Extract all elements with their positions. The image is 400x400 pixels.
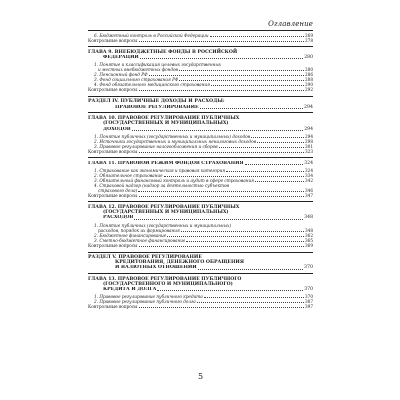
entry-page: 298 bbox=[305, 138, 313, 144]
header-rule bbox=[88, 30, 313, 31]
chapter-title-line: ДОХОДОВ bbox=[103, 126, 131, 132]
entry-page: 294 bbox=[305, 133, 313, 139]
entry-title: Контрольные вопросы bbox=[88, 87, 138, 93]
entry-title: 1. Понятие публичных (государственных и муниципальных) доходов bbox=[94, 133, 251, 139]
toc-page bbox=[88, 0, 313, 400]
entry-page: 369 bbox=[305, 242, 313, 248]
toc-entry[interactable] bbox=[88, 223, 313, 233]
toc-entry[interactable] bbox=[88, 149, 313, 154]
entry-title: 4. Фонд обязательного медицинского страхования bbox=[94, 82, 210, 88]
entry-title: и местных внебюджетных фондов bbox=[98, 67, 178, 73]
entry-title: Контрольные вопросы bbox=[88, 193, 138, 199]
entry-page: 370 bbox=[304, 287, 313, 293]
section-title-line: И ВАЛЮТНЫХ ОТНОШЕНИЙ bbox=[115, 265, 197, 271]
toc-list bbox=[88, 33, 313, 309]
section-title-line: РАЗДЕЛ V. ПРАВОВОЕ РЕГУЛИРОВАНИЕ bbox=[88, 254, 202, 260]
divider bbox=[88, 46, 313, 47]
entry-page: 294 bbox=[304, 104, 313, 110]
entry-page: 348 bbox=[304, 215, 313, 221]
toc-entry[interactable] bbox=[88, 304, 313, 309]
chapter-title-line: ГЛАВА 13. ПРАВОВОЕ РЕГУЛИРОВАНИЕ ПУБЛИЧНОГО bbox=[88, 276, 242, 282]
entry-page: 280 bbox=[305, 67, 313, 73]
entry-page: 362 bbox=[305, 232, 313, 238]
chapter-title-line: (ГОСУДАРСТВЕННОГО И МУНИЦИПАЛЬНОГО) bbox=[103, 282, 233, 288]
entry-page: 269 bbox=[305, 33, 313, 38]
entry-page: 301 bbox=[305, 143, 313, 149]
toc-entry[interactable] bbox=[88, 62, 313, 72]
entry-title: 1. Понятие и классификация целевых государственных bbox=[94, 62, 222, 68]
chapter-title-line: ГЛАВА 10. ПРАВОВОЕ РЕГУЛИРОВАНИЕ ПУБЛИЧНЫХ bbox=[88, 116, 240, 122]
entry-title: Контрольные вопросы bbox=[88, 304, 138, 310]
divider bbox=[88, 201, 313, 202]
toc-entry[interactable] bbox=[88, 38, 313, 43]
chapter-title-line: РАСХОДОВ bbox=[103, 215, 134, 221]
section-title-line: КРЕДИТОВАНИЯ, ДЕНЕЖНОГО ОБРАЩЕНИЯ bbox=[115, 260, 244, 266]
entry-title: 2. Пенсионный фонд РФ bbox=[94, 72, 148, 78]
entry-page: 288 bbox=[305, 77, 313, 83]
section-heading[interactable] bbox=[88, 252, 313, 274]
entry-page: 397 bbox=[305, 304, 313, 310]
entry-page: 292 bbox=[305, 87, 313, 93]
running-head: Оглавление bbox=[268, 20, 313, 28]
entry-title: Контрольные вопросы bbox=[88, 38, 138, 43]
entry-page: 286 bbox=[305, 72, 313, 78]
entry-page: 280 bbox=[304, 55, 313, 61]
section-title-line: РАЗДЕЛ IV. ПУБЛИЧНЫЕ ДОХОДЫ И РАСХОДЫ: bbox=[88, 99, 225, 105]
divider bbox=[88, 157, 313, 158]
entry-title: 3. Сметно-бюджетное финансирование bbox=[94, 237, 186, 243]
entry-title: 6. Бюджетный контроль в Российской Федерации bbox=[94, 33, 209, 38]
entry-page: 348 bbox=[305, 227, 313, 233]
entry-title: 3. Фонд социального страхования РФ bbox=[94, 77, 179, 83]
chapter-heading[interactable] bbox=[88, 277, 313, 293]
entry-title: 1. Страхование как экономическая и правовая категория bbox=[94, 168, 226, 174]
toc-entry[interactable] bbox=[88, 183, 313, 193]
entry-page: 278 bbox=[305, 38, 313, 43]
entry-page: 370 bbox=[305, 294, 313, 300]
entry-title: расходов, порядок их формирования bbox=[98, 227, 180, 233]
entry-title: 2. Бюджетное финансирование bbox=[94, 232, 167, 238]
entry-title: 4. Страховой надзор (надзор за деятельностью субъектов bbox=[94, 183, 229, 189]
entry-title: 2. Правовое регулирование публичного долга bbox=[94, 299, 196, 305]
entry-page: 324 bbox=[304, 160, 313, 166]
entry-title: 2. Обязательное страхование bbox=[94, 173, 163, 179]
entry-title: 1. Правовое регулирование публичного кредита bbox=[94, 294, 203, 300]
entry-title: 3. Правовое регулирование налогообложения и сборов bbox=[94, 143, 218, 149]
toc-entry[interactable] bbox=[88, 193, 313, 198]
entry-title: Контрольные вопросы bbox=[88, 242, 138, 248]
entry-page: 370 bbox=[304, 265, 313, 271]
entry-page: 387 bbox=[305, 299, 313, 305]
entry-title: 1. Понятие публичных (государственных и муниципальных) bbox=[94, 222, 232, 228]
entry-page: 324 bbox=[305, 168, 313, 174]
entry-page: 346 bbox=[305, 188, 313, 194]
chapter-heading[interactable] bbox=[88, 50, 313, 60]
chapter-heading[interactable] bbox=[88, 116, 313, 132]
chapter-title-line: (ГОСУДАРСТВЕННЫХ И МУНИЦИПАЛЬНЫХ) bbox=[103, 210, 229, 216]
entry-page: 323 bbox=[305, 148, 313, 154]
section-title-line: ПРАВОВОЕ РЕГУЛИРОВАНИЕ bbox=[115, 104, 199, 110]
page-number: 5 bbox=[197, 372, 204, 381]
chapter-title-line: ГЛАВА 12. ПРАВОВОЕ РЕГУЛИРОВАНИЕ ПУБЛИЧНЫХ bbox=[88, 205, 240, 211]
entry-page: 342 bbox=[305, 178, 313, 184]
toc-entry[interactable] bbox=[88, 243, 313, 248]
entry-page: 294 bbox=[304, 126, 313, 132]
section-heading[interactable] bbox=[88, 96, 313, 113]
entry-title: Контрольные вопросы bbox=[88, 148, 138, 154]
chapter-title-line: ГЛАВА 11. ПРАВОВОЙ РЕЖИМ ФОНДОВ СТРАХОВАНИЯ bbox=[88, 160, 244, 166]
entry-page: 347 bbox=[305, 193, 313, 199]
toc-entry[interactable] bbox=[88, 87, 313, 92]
chapter-title-line: (ГОСУДАРСТВЕННЫХ И МУНИЦИПАЛЬНЫХ) bbox=[103, 121, 229, 127]
entry-title: 3. Обязательный финансовый контроль и аудит в сфере страхования bbox=[94, 178, 254, 184]
chapter-title-line: ГЛАВА 9. ВНЕБЮДЖЕТНЫЕ ФОНДЫ В РОССИЙСКОЙ bbox=[88, 50, 238, 55]
entry-page: 334 bbox=[305, 173, 313, 179]
entry-page: 365 bbox=[305, 237, 313, 243]
entry-page: 290 bbox=[305, 82, 313, 88]
chapter-title-line: КРЕДИТА И ДОЛГА bbox=[103, 287, 157, 293]
entry-title: страхового дела) bbox=[98, 188, 138, 194]
chapter-title-line: ФЕДЕРАЦИИ bbox=[103, 55, 139, 61]
chapter-heading[interactable] bbox=[88, 205, 313, 221]
entry-title: 2. Источники государственных и муниципальных неналоговых доходов bbox=[94, 138, 257, 144]
